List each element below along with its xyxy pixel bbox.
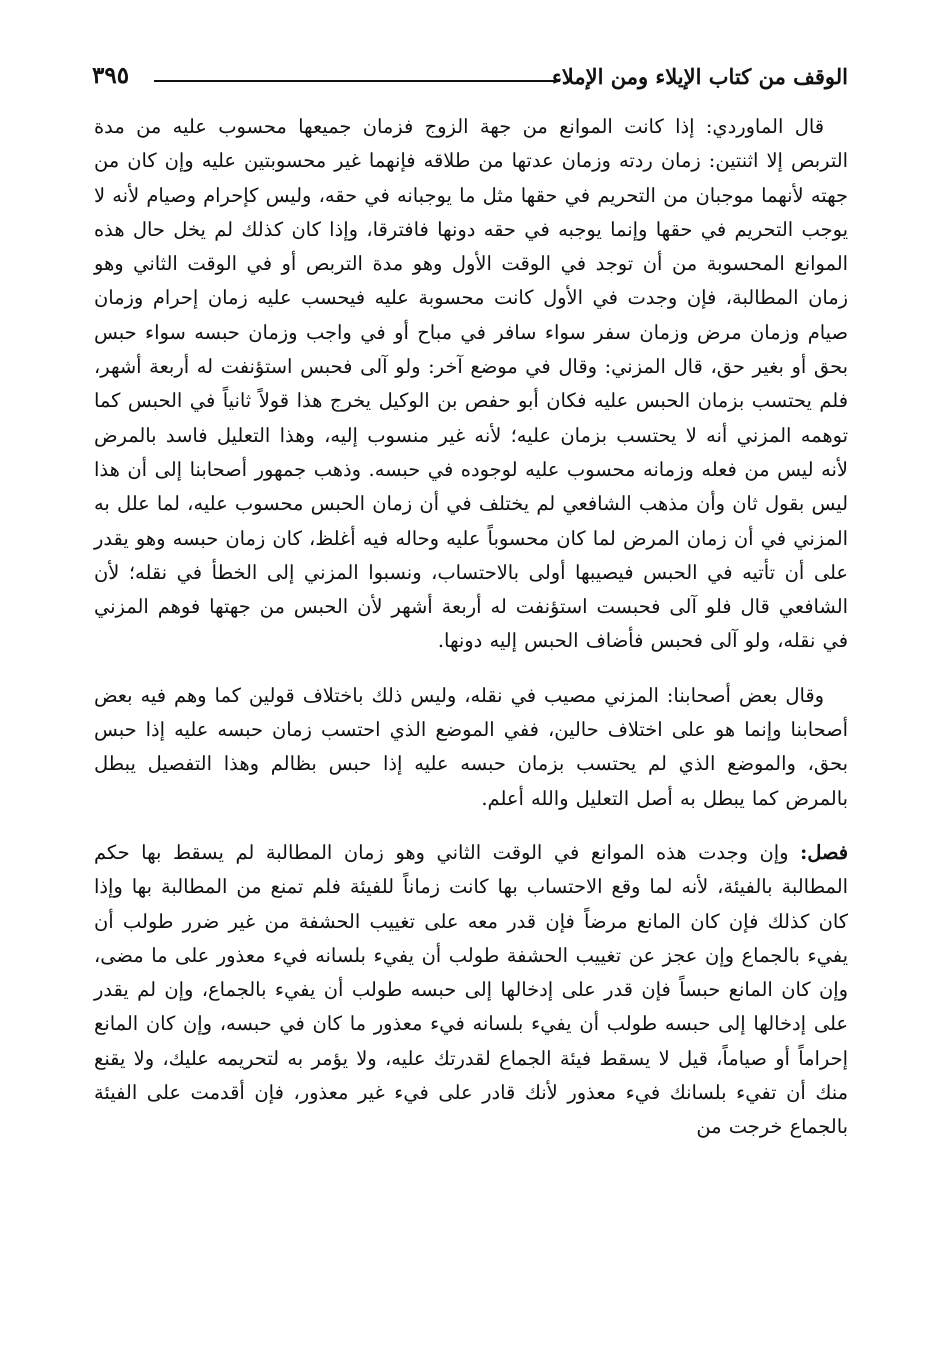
paragraph-gap <box>94 659 848 679</box>
header-rule <box>154 80 560 82</box>
paragraph-gap <box>94 816 848 836</box>
paragraph-3 <box>94 836 848 1145</box>
body-text <box>94 110 848 1145</box>
paragraph-2: وقال بعض أصحابنا: المزني مصيب في نقله، وليس ذلك باختلاف قولين كما وهم فيه بعض أصحابنا وإنما هو على اختلاف حالين، ففي الموضع الذي احتسب زمان حبسه عليه إذا حبس بحق، والموضع الذي لم يحتسب بزمان حبسه عليه إذا حبس بظالم وهذا التفصيل يبطل بالمرض كما يبطل به أصل التعليل والله أعلم. <box>94 683 848 810</box>
paragraph-3-text: وإن وجدت هذه الموانع في الوقت الثاني وهو زمان المطالبة لم يسقط بها حكم المطالبة بالفيئة، لأنه لما وقع الاحتساب بها كانت زماناً للفيئة فلم تمنع من المطالبة بها وإذا كان كذلك فإن كان المانع مرضاً فإن قدر معه على تغييب الحشفة من غير ضرر طولب أن يفيء بالجماع وإن عجز عن تغييب الحشفة طولب أن يفيء بلسانه فيء معذور على ما مضى، وإن كان المانع حبساً فإن قدر على إدخالها إلى حبسه طولب أن يفيء بالجماع، وإن لم يقدر على إدخالها إلى حبسه طولب أن يفيء بلسانه فيء معذور ما كان في حبسه، وإن كان المانع إحراماً أو صياماً، قيل لا يسقط فيئة الجماع لقدرتك عليه، ولا يؤمر به لتحريمه عليك، ولا يقنع منك أن تفيء بلسانك فيء معذور لأنك قادر على فيء غير معذور، فإن أقدمت على الفيئة بالجماع خرجت من <box>94 840 848 1139</box>
paragraph-1: قال الماوردي: إذا كانت الموانع من جهة الزوج فزمان جميعها محسوب عليه من مدة التربص إلا اثنتين: زمان ردته وزمان عدتها من طلاقه فإنهما غير محسوبتين عليه وإن كان من جهته لأنهما موجبان من التحريم في حقها مثل ما يوجبانه في حقه، وليس كإحرام وصيام لأنه لا يوجب التحريم في حقها وإنما يوجبه في حقه دونها فافترقا، وإذا كان كذلك لم يخل حال هذه الموانع المحسوبة من أن توجد في الوقت الأول وهو مدة التربص أو في الوقت الثاني وهو زمان المطالبة، فإن وجدت في الأول كانت محسوبة عليه فيحسب عليه زمان إحرام وزمان صيام وزمان مرض وزمان سفر سواء سافر في مباح أو في واجب وزمان حبسه سواء حبس بحق أو بغير حق، قال المزني: وقال في موضع آخر: ولو آلى فحبس استؤنفت له أربعة أشهر، فلم يحتسب بزمان الحبس عليه فكان أبو حفص بن الوكيل يخرج هذا قولاً ثانياً في الحبس كما توهمه المزني أنه لا يحتسب بزمان عليه؛ لأنه غير منسوب إليه، وهذا التعليل فاسد بالمرض لأنه ليس من فعله وزمانه محسوب عليه لوجوده في حبسه. وذهب جمهور أصحابنا إلى أن هذا ليس بقول ثان وأن مذهب الشافعي لم يختلف في أن زمان الحبس محسوب عليه، لما علل به المزني في أن زمان المرض لما كان محسوباً عليه وحاله فيه أغلظ، كان زمان حبسه وهو يقدر على أن تأتيه في الحبس فيصيبها أولى بالاحتساب، ونسبوا المزني إلى الخطأ في نقله؛ لأن الشافعي قال فلو آلى فحبست استؤنفت له أربعة أشهر لأن الحبس من جهتها فوهم المزني في نقله، ولو آلى فحبس فأضاف الحبس إليه دونها. <box>93 115 848 653</box>
page-header <box>92 58 848 102</box>
page-number: ٣٩٥ <box>92 62 130 89</box>
running-title: الوقف من كتاب الإيلاء ومن الإملاء <box>551 64 848 89</box>
section-label: فصل: <box>800 840 848 864</box>
